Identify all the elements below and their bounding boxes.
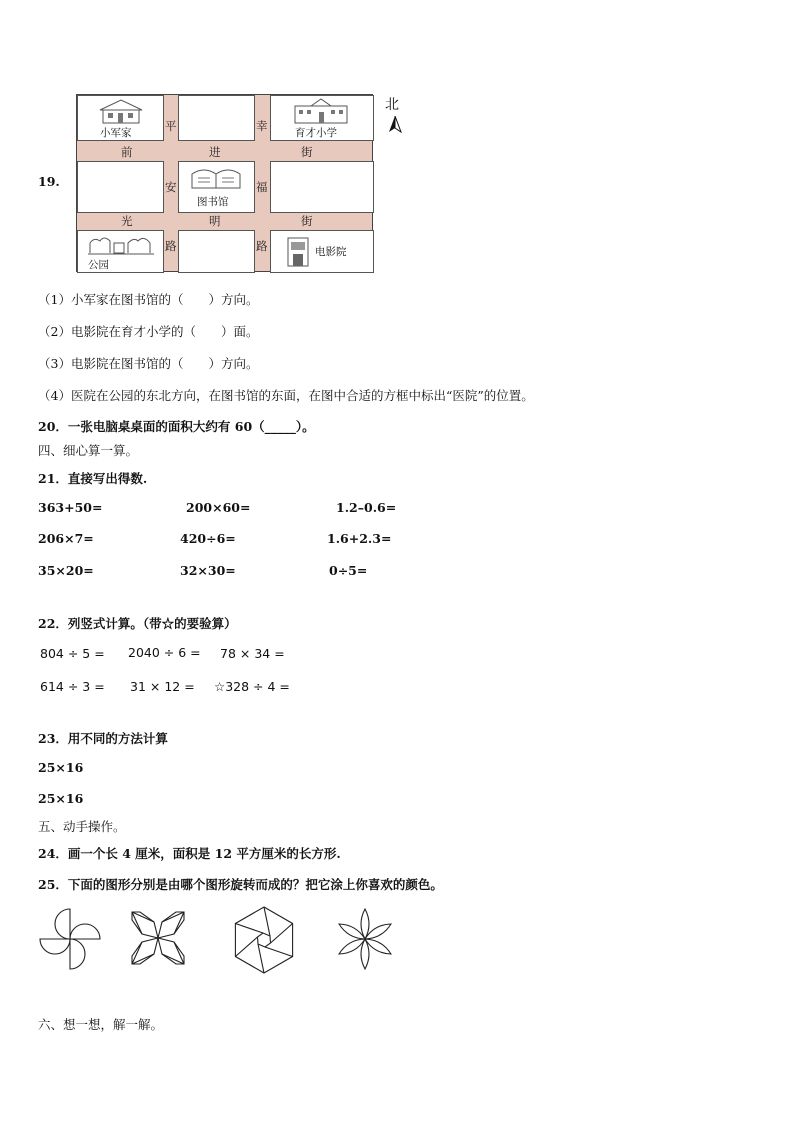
block-empty-2 bbox=[77, 161, 164, 213]
cinema-icon bbox=[285, 234, 311, 268]
vertical-calc-item: 78 × 34 = bbox=[220, 646, 285, 661]
calc-item: 1.6+2.3= bbox=[327, 531, 392, 546]
park-icon bbox=[86, 233, 156, 257]
calc-item: 363+50= bbox=[38, 500, 103, 515]
block-empty-1 bbox=[178, 95, 255, 141]
north-label: 北 bbox=[385, 97, 399, 113]
q19-sub1: （1）小军家在图书馆的（ ）方向。 bbox=[38, 292, 259, 307]
calc-item: 0÷5= bbox=[329, 563, 368, 578]
school-icon bbox=[291, 98, 351, 124]
flower-figure bbox=[330, 906, 400, 972]
road-char: 街 bbox=[301, 214, 313, 228]
north-arrow-icon bbox=[388, 115, 402, 133]
section-5-heading: 五、动手操作。 bbox=[38, 819, 126, 834]
calc-item: 35×20= bbox=[38, 563, 94, 578]
block-empty-3 bbox=[270, 161, 374, 213]
road-char: 进 bbox=[209, 145, 221, 159]
q21-title: 21．直接写出得数. bbox=[38, 471, 148, 486]
q23-line: 25×16 bbox=[38, 760, 84, 775]
street-map bbox=[76, 94, 373, 272]
q25-text: 25．下面的图形分别是由哪个图形旋转而成的？把它涂上你喜欢的颜色。 bbox=[38, 877, 443, 892]
calc-item: 1.2–0.6= bbox=[336, 500, 397, 515]
vertical-calc-item: 31 × 12 = bbox=[130, 679, 195, 694]
q24-text: 24．画一个长 4 厘米，面积是 12 平方厘米的长方形. bbox=[38, 846, 341, 861]
label-library: 图书馆 bbox=[197, 196, 229, 208]
house-icon bbox=[96, 98, 146, 124]
arrow-x-figure bbox=[130, 910, 186, 966]
calc-item: 32×30= bbox=[180, 563, 236, 578]
label-park: 公园 bbox=[88, 259, 109, 271]
calc-item: 200×60= bbox=[186, 500, 251, 515]
pinwheel-figure bbox=[36, 906, 104, 972]
road-char: 路 bbox=[165, 239, 177, 253]
calc-item: 206×7= bbox=[38, 531, 94, 546]
q23-line: 25×16 bbox=[38, 791, 84, 806]
road-char: 明 bbox=[209, 214, 221, 228]
block-empty-4 bbox=[178, 230, 255, 273]
section-6-heading: 六、想一想，解一解。 bbox=[38, 1017, 164, 1032]
q19-sub2: （2）电影院在育才小学的（ ）面。 bbox=[38, 324, 259, 339]
road-char: 安 bbox=[165, 180, 177, 194]
vertical-calc-item: 804 ÷ 5 = bbox=[40, 646, 105, 661]
calc-item: 420÷6= bbox=[180, 531, 236, 546]
block-cinema bbox=[270, 230, 374, 273]
vertical-calc-item: 2040 ÷ 6 = bbox=[128, 645, 201, 660]
q20-text: 20．一张电脑桌桌面的面积大约有 60（_____）。 bbox=[38, 419, 315, 434]
road-char: 幸 bbox=[256, 119, 268, 133]
label-cinema: 电影院 bbox=[315, 246, 347, 258]
label-xiaojun-home: 小军家 bbox=[100, 127, 132, 139]
label-yucai-school: 育才小学 bbox=[295, 127, 337, 139]
library-icon bbox=[188, 164, 244, 192]
block-park bbox=[77, 230, 164, 273]
block-yucai-school bbox=[270, 95, 374, 141]
road-char: 路 bbox=[256, 239, 268, 253]
section-4-heading: 四、细心算一算。 bbox=[38, 443, 139, 458]
road-char: 平 bbox=[165, 119, 177, 133]
q22-title: 22．列竖式计算。（带☆的要验算） bbox=[38, 616, 237, 631]
block-library bbox=[178, 161, 255, 213]
road-char: 光 bbox=[121, 214, 133, 228]
vertical-calc-item: 614 ÷ 3 = bbox=[40, 679, 105, 694]
road-char: 前 bbox=[121, 145, 133, 159]
q19-sub3: （3）电影院在图书馆的（ ）方向。 bbox=[38, 356, 259, 371]
vertical-calc-item: ☆328 ÷ 4 = bbox=[214, 679, 290, 694]
block-xiaojun-home bbox=[77, 95, 164, 141]
question-number: 19. bbox=[38, 174, 60, 189]
q23-title: 23．用不同的方法计算 bbox=[38, 731, 168, 746]
q19-sub4: （4）医院在公园的东北方向，在图书馆的东面，在图中合适的方框中标出“医院”的位置。 bbox=[38, 388, 534, 403]
hexagon-spiral-figure bbox=[228, 904, 300, 976]
road-char: 福 bbox=[256, 180, 268, 194]
road-char: 街 bbox=[301, 145, 313, 159]
